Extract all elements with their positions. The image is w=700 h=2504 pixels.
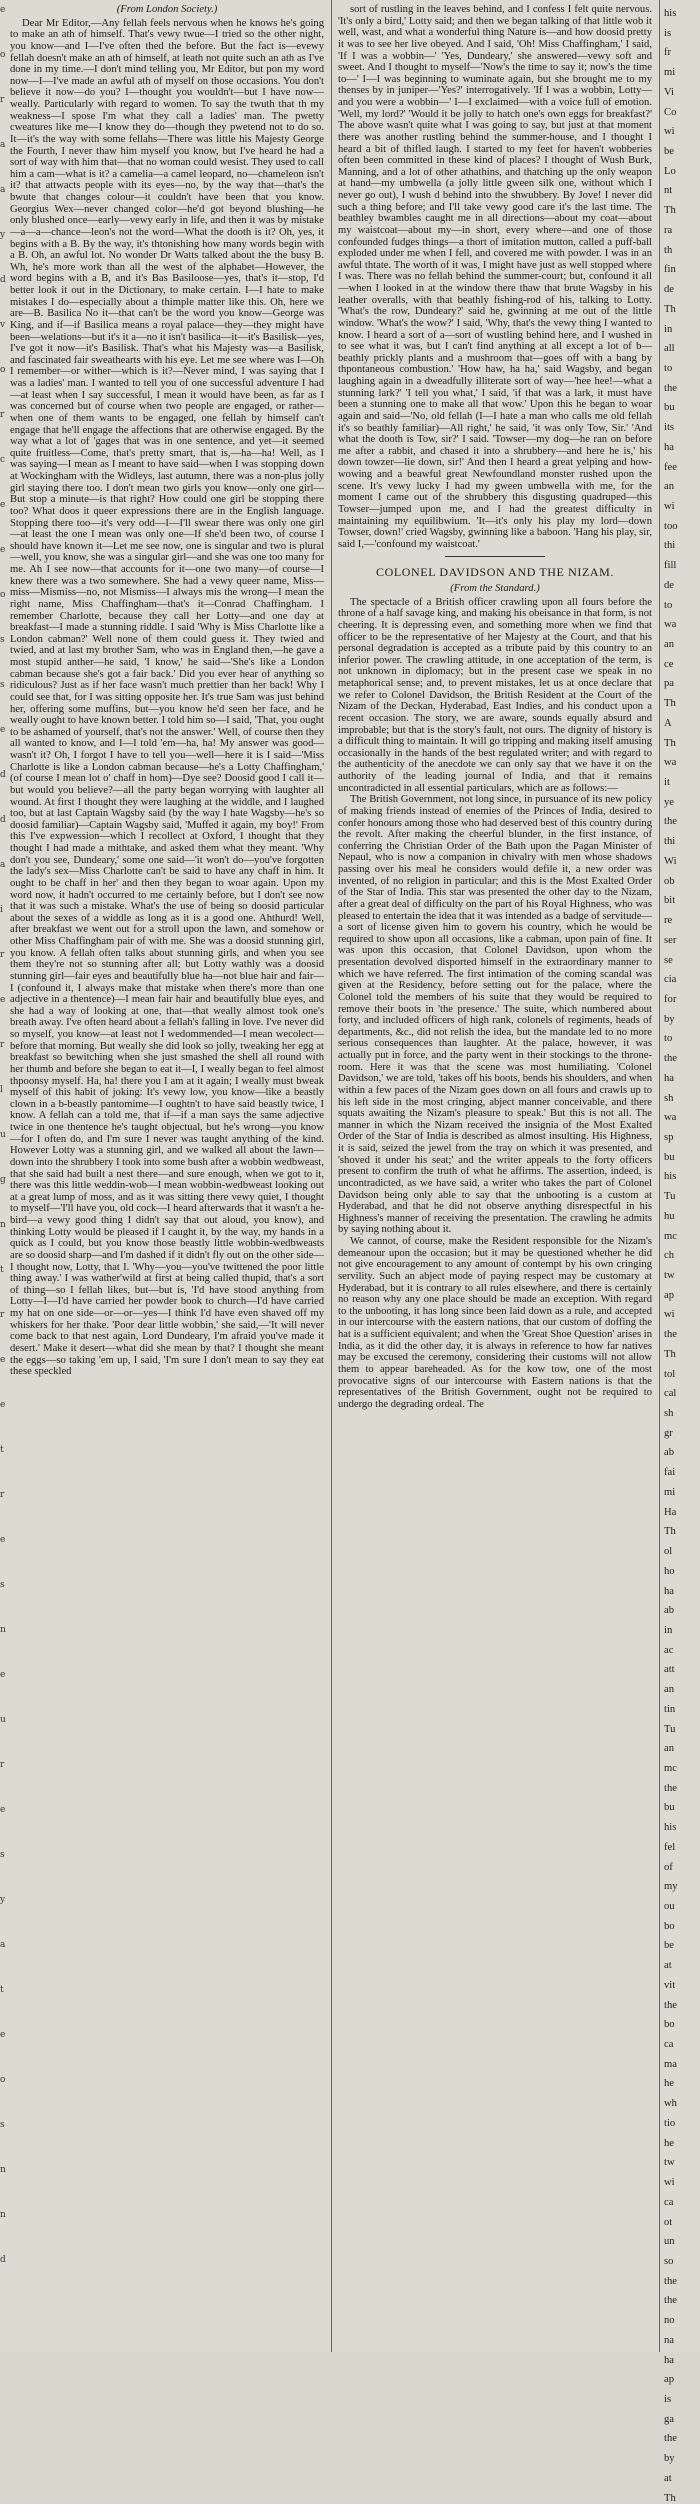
edge-fragment: Tu xyxy=(664,1191,676,1203)
column-rule xyxy=(331,0,332,2352)
edge-fragment: y xyxy=(0,230,6,240)
edge-fragment: ma xyxy=(664,2058,677,2070)
edge-fragment: v xyxy=(0,320,6,330)
edge-fragment: Th xyxy=(664,1348,676,1360)
edge-fragment: re xyxy=(664,915,673,927)
edge-fragment: wi xyxy=(664,2177,675,2189)
edge-fragment: to xyxy=(664,362,673,374)
edge-fragment: cal xyxy=(664,1388,677,1400)
edge-fragment: ra xyxy=(664,224,673,236)
edge-fragment: bit xyxy=(664,895,676,907)
edge-fragment: e xyxy=(0,1355,6,1365)
edge-fragment: a xyxy=(0,1940,6,1950)
edge-fragment: e xyxy=(0,2030,6,2040)
edge-fragment: hu xyxy=(664,1210,675,1222)
edge-fragment: sh xyxy=(664,1092,674,1104)
edge-fragment: e xyxy=(0,1400,6,1410)
edge-fragment: gr xyxy=(664,1427,673,1439)
edge-fragment: ha xyxy=(664,1585,674,1597)
edge-fragment: his xyxy=(664,1822,677,1834)
edge-fragment: th xyxy=(664,244,673,256)
edge-fragment: so xyxy=(664,2255,674,2267)
edge-fragment: sp xyxy=(664,1131,674,1143)
edge-fragment: ca xyxy=(664,2196,674,2208)
article-source-line: (From London Society.) xyxy=(116,4,218,15)
edge-fragment: ye xyxy=(664,796,674,808)
edge-fragment: y xyxy=(0,1895,6,1905)
edge-fragment: the xyxy=(664,1329,677,1341)
edge-fragment: nt xyxy=(664,185,673,197)
edge-fragment: the xyxy=(664,382,677,394)
edge-fragment: is xyxy=(664,2393,672,2405)
edge-fragment: Lo xyxy=(664,165,676,177)
left-margin-column-fragment xyxy=(0,0,8,2352)
edge-fragment: ol xyxy=(664,1546,673,1558)
edge-fragment: n xyxy=(0,2210,6,2220)
edge-fragment: the xyxy=(664,2433,677,2445)
article-separator xyxy=(445,556,545,557)
edge-fragment: in xyxy=(664,1624,673,1636)
edge-fragment: d xyxy=(0,770,6,780)
article-lord-dundreary xyxy=(10,4,324,1378)
edge-fragment: n xyxy=(0,2165,6,2175)
edge-fragment: fill xyxy=(664,560,677,572)
edge-fragment: e xyxy=(0,995,6,1005)
edge-fragment: d xyxy=(0,2255,6,2265)
edge-fragment: ou xyxy=(664,1901,675,1912)
article-paragraph: We cannot, of course, make the Resident responsible for the Nizam's demeanour upon the occasion; but it may be questioned whether he did not give encouragement to any amount of contempt by his own cringing servility. Such an abject mode of paying respect may be customary at Hyderabad, but it is contrary to all rules elsewhere, and there is certainly no reason why any one place should be made an exception. With regard to the unbooting, it has long since been laid down as a rule, and accepted in our intercourse with the eastern nations, that our custom of doffing the hat is a sufficient equivalent; and when the 'Great Shoe Question' arises in India, as it did the other day, it is always in reference to how far natives may be excused the ceremony, considering their customs will not allow them to appear bareheaded. As for the kow tow, one of the most provocative signs of our intercourse with Eastern nations is that the representatives of the British Government, ought not be required to undergo the degrading ordeal. The xyxy=(338,1236,652,1410)
edge-fragment: s xyxy=(0,2120,5,2130)
edge-fragment: vit xyxy=(664,1979,676,1991)
column-rule xyxy=(659,0,660,2352)
column-two xyxy=(338,4,652,1410)
edge-fragment: thi xyxy=(664,540,676,552)
edge-fragment: ch xyxy=(664,1250,674,1262)
edge-fragment: a xyxy=(0,185,6,195)
edge-fragment: se xyxy=(664,954,673,966)
edge-fragment: the xyxy=(664,2275,677,2287)
edge-fragment: an xyxy=(664,639,674,650)
edge-fragment: bu xyxy=(664,1151,675,1163)
edge-fragment: at xyxy=(664,2472,672,2484)
edge-fragment: by xyxy=(664,1013,675,1025)
edge-fragment: too xyxy=(664,520,678,532)
edge-fragment: cia xyxy=(664,974,677,986)
edge-fragment: a xyxy=(0,860,6,870)
edge-fragment: wa xyxy=(664,757,677,769)
article-source-line: (From the Standard.) xyxy=(450,583,540,594)
edge-fragment: be xyxy=(664,146,674,158)
edge-fragment: r xyxy=(0,410,5,420)
edge-fragment: ab xyxy=(664,1605,674,1617)
edge-fragment: ce xyxy=(664,658,674,670)
edge-fragment: ga xyxy=(664,2413,674,2425)
edge-fragment: Th xyxy=(664,698,676,710)
edge-fragment: ab xyxy=(664,1447,674,1459)
edge-fragment: ac xyxy=(664,1644,674,1656)
edge-fragment: s xyxy=(0,1850,5,1860)
edge-fragment: the xyxy=(664,816,677,828)
edge-fragment: the xyxy=(664,1782,677,1794)
edge-fragment: n xyxy=(0,1625,6,1635)
edge-fragment: e xyxy=(0,1805,6,1815)
edge-fragment: Tu xyxy=(664,1723,676,1735)
edge-fragment: n xyxy=(0,1220,6,1230)
edge-fragment: e xyxy=(0,545,6,555)
edge-fragment: fin xyxy=(664,264,676,276)
edge-fragment: Th xyxy=(664,205,676,217)
edge-fragment: de xyxy=(664,579,674,591)
edge-fragment: is xyxy=(664,27,672,39)
edge-fragment: mi xyxy=(664,1486,676,1498)
edge-fragment: ser xyxy=(664,934,677,946)
edge-fragment: his xyxy=(664,8,677,19)
edge-fragment: sh xyxy=(664,1408,674,1420)
edge-fragment: u xyxy=(0,1130,6,1140)
edge-fragment: its xyxy=(664,422,675,434)
edge-fragment: o xyxy=(0,365,6,375)
edge-fragment: r xyxy=(0,1760,5,1770)
edge-fragment: na xyxy=(664,2334,674,2346)
edge-fragment: fee xyxy=(664,461,677,473)
edge-fragment: A xyxy=(664,717,672,729)
edge-fragment: t xyxy=(0,1265,4,1275)
edge-fragment: t xyxy=(0,1445,4,1455)
edge-fragment: att xyxy=(664,1664,675,1676)
edge-fragment: no xyxy=(664,2315,675,2327)
edge-fragment: in xyxy=(664,323,673,335)
edge-fragment: an xyxy=(664,1743,674,1755)
edge-fragment: ha xyxy=(664,2354,674,2366)
edge-fragment: c xyxy=(0,455,6,465)
edge-fragment: mc xyxy=(664,1762,677,1774)
edge-fragment: o xyxy=(0,590,6,600)
article-paragraph: The spectacle of a British officer crawling upon all fours before the throne of a half savage king, and making his obeisance in that form, is not cheering. It is depressing even, and something more when we find that officer to be the representative of her Majesty at the Court, and that his personal degradation is accepted as a tribute paid by this country to an inferior power. The crawling attitude, in one acceptation of the term, is not unknown in diplomacy; but in the present case we speak in no metaphorical sense; and, to prevent mistakes, let us at once declare that we refer to Colonel Davidson, the British Resident at the Court of the Nizam of the Deckan, Hyderabad, East Indies, and his conduct upon a recent occasion. The story, we are aware, sounds equally absurd and improbable; but that is the story's fault, not ours. The dignity of history is a difficult thing to maintain. It will go tripping and making itself amusing occasionally in the hands of the best regulated writer; and with regard to the authenticity of the anecdote we can only say that we have it on the authority of the leading journal of India, and that it remains uncontradicted in all essential particulars, which are as follows:— xyxy=(338,596,652,794)
edge-fragment: u xyxy=(0,1715,6,1725)
edge-fragment: Th xyxy=(664,2492,676,2504)
edge-fragment: my xyxy=(664,1881,678,1893)
edge-fragment: r xyxy=(0,1490,5,1500)
article-headline: COLONEL DAVIDSON AND THE NIZAM. xyxy=(375,565,615,580)
edge-fragment: ob xyxy=(664,875,675,887)
edge-fragment: Th xyxy=(664,303,676,315)
edge-fragment: ap xyxy=(664,2374,674,2386)
edge-fragment: wi xyxy=(664,126,675,138)
edge-fragment: ap xyxy=(664,1289,674,1301)
edge-fragment: to xyxy=(664,599,673,611)
edge-fragment: an xyxy=(664,481,674,493)
edge-fragment: de xyxy=(664,284,674,296)
edge-fragment: o xyxy=(0,2075,6,2085)
edge-fragment: e xyxy=(0,1670,6,1680)
edge-fragment: o xyxy=(0,50,6,60)
edge-fragment: bo xyxy=(664,1920,675,1932)
edge-fragment: for xyxy=(664,993,677,1005)
edge-fragment: Th xyxy=(664,737,676,749)
article-body: Dear Mr Editor,—Any fellah feels nervous when he knows he's going to make an ath of himself. That's vewy twue—I tried so the other night, you know—and I—I've often thed the before. But the fact is—evewy fellah doesn't make an ath of himself, at leath not quite such an ath as I've done in my time.—I don't mind telling you, Mr Editor, but pon my word now—I—I've made an awful ath of myself on those occasions. You don't believe it now—do you? I—thought you wouldn't—but I have now—weally. Particularly with regard to women. To say the twuth that th my weakness—I spose I'm what they call a ladies' man. The pwetty cweatures like me—I know they do—though they pwetend not to do so. It—it's the way with some fellahs—There was little his Majesty George the Fourth, I never thaw him myself you know, but I've heard he had a sort of way with him that—that no woman could wesist. They used to call him a cam—what is it? a camelia—a camel leopard, no—chameleon isn't it? that attwacts people with its eyes—no, by the way that—that's the bwute that changes colour—it couldn't have been that you know. Georgius Wex—never changed color—he'd got beyond blushing—he only blushed once—early—vewy early in life, and then it was by mistake—a—a—chance—leon's not the word—What the dooth is it? Oh, yes, it begins with a B. By the way, it's thtonishing how many words begin with a B. Oh, an awful lot. No wonder Dr Watts talked about the the busy B. Wh, he's more work than all the west of the alphabet—However, the word begins with a B, and it's Bas Basiloose—yes, that's it—stop, I'd better look it out in the Dictionary, to make certain. I—I hate to make mistakes I do—especially about a thimple matter like this. Oh, here we are—B. Basilica No it—that can't be the word you know—George was King, and if—if Basilica means a royal palace—they—they might have been—welations—but it's it a—no it isn't basilica—it—it's Basilisk—yes, I've got it now—it's Basilisk. That's what his Majesty was—a Basilisk, and fascinated fair sweathearts with his eye. Let me see where was I—Oh I remember—or wither—which is it?—Never mind, I was saying that I was a ladies' man. I wanted to tell you of one successful adventure I had—at least when I say successful, I mean it would have been, as far as I was concerned but of course when two people are engaged, or rather—when one of them wants to be engaged, one fellah by himself can't engage that he'll engage the affections that are otherwise engaged. By the way what a lot of 'gages that was in one sentence, and yet—it seemed quite fruitless—Come, that's pretty smart, that is,—ha—ha! Well, as I was saying—I mean as I meant to have said—when I was stopping down at Wockingham with the Widleys, last autumn, there was a non-plus jolly girl staying there too. I don't mean two girls you know—only one girl—But stop a minute—is that right? How could one girl be stopping there too? What doos it queer expressions there are in the English language. Stopping there too—it's very odd—I—I'll swear there was only one girl—at least the one I mean was only one—If she'd been two, of course I should have known it—Let me see now, one is singular and two is plural—well, you know, she was a singular girl—and she was one too many for me. Ah I see now—that accounts for it—one two many—of course—I knew there was a two somewhere. She had a vewy queer name, Miss—miss—Mismiss—no, not Mismiss—I always mis the wrong—I mean the right name, Miss Chaffingham—that's it—Conrad Chaffingham. I remember Charlotte, because they call her Lotty—and one day at breakfast—I made a stunning riddle. I said 'Why is Miss Charlotte like a London cabman?' Well none of them could guess it. They twied and twied, and at last my brother Sam, who was in England then,—he gave a most stupid anther—he said, 'I know,' he said—'She's like a London cabman because she's got a fair back.' Did you ever hear of anything so ridiculous? Just as if her face wasn't much prettier than her back! Why I could see that, for I was sitting opposite her. It's true Sam was just behind her, offering some muffins, but—you know he'd seen her face, and he weally ought to have known better. I told him so—I said, 'That, you ought to be ashamed of yourself, that's not the answer.' Well, of course then they all wanted to know, and I—I told 'em—ha, ha! My answer was good—wasn't it? Oh, I forgot I have to tell you—well—here it is I said—'Miss Charlotte is like a London cabman because—he's a Lotty Chaffingham,' (of course I mean lot o' chaff in hom)—Dye see? Doosid good I call it—but would you believe?—all the party began worrying with laughter all wound. At first I thought they were laughing at the widdle, and I laughed too, but at last Captain Wagsby said (by the way I hate Wagsby—he's so doosid familiar)—Captain Wagsby said, 'Muffed it again, my boy!' From this I've expwession—which I recollect at Oxford, I thought that they thought I had made a mithtake, and asked them what they meant. 'Why don't you see, Dundeary,' some one said—'it won't do—you've forgotten the lady's sex—Miss Charlotte can't be said to have any chaff in him. It ought to be chaff in her' and then they began to woar again. Upon my word now, it hadn't occurred to me certainly before, but I don't see now that it was such a mistake. What's the use of being so doosid particular about the sexes of a widdle as long as it is a good one. Ahthurd! Well, after breakfast we went out for a stroll upon the lawn, and somehow or other Miss Chaffingham pair of with me. She was a doosid stunning girl, you know. A fellah often talks about stunning girls, and when you see them they're not so stunning after all; but Lotty wathly was a doosid stunning girl—fair eyes and beautifully blue ha—not blue hair and fair—I (confound it, I always make that mistake when there's more than one adjective in a thentence)—I mean fair hair and beautifully blue eyes, and she had a way of looking at one, that—that weally almost took one's breath away. I've often heard about a fellah's falling in love. I've never did so myself, you know—at least not I wedommended—I mean wecolect—before that morning. But weally she did look so jolly, tweaking her egg at breakfast so bewitching when she just smashed the shell all round with her thumb and before she began to eat it—I, I weally began to feel almost thpoonsy myself. Ha, ha! there you I am at it again; I weally must bweak myself of this habit of joking: It's vewy low, you know—like a beastly clown in a b-beastly pantomime—I oughtn't to have said beastly twice, I know. A fellah can a told me, that if—if a man says the same adjective twice in one thentence he's taught objectual, but he's wrong—you know—for I often do, and I'm sure I never was taught anything of the kind. However Lotty was a stunning girl, and we walked all about the lawn—down into the shrubbery I took into some bush after a wobbin wedbweast, that she said had built a nest there—and sure enough, when we got to it, there was this little weddin-wob—I mean wobbin-wedbweast looking out at a great lump of moss, and as it was sitting there vewy quiet, I thought to myself—'I'll have you, old cock—I heard afterwards that it wasn't a he-bird—a vewy good thing I didn't say that out aloud, you know), and thinking Lotty would be pleased if I caught it, by the way, my hands in a quick as I could, but you know those beastly little wobbin-wedbweasts are so doosid sharp—and I'm dashed if it didn't fly out on the other side—I thought now, Lotty, that I. 'Why—you—you've twittened the poor little thing away.' I was wather'wild at first at being called thupid, that's a sort of thing—so I fellah likes, but—but is, 'I'd have stood anything from Lotty—I—I'd have carried her powder book to church—I'd have carried my hat on one side—or—or—yes—I think I'd have even shaved off my whiskers for her thake. 'Poor dear little wobbin,' she said,—'It will never come back to that nest again, Lord Dundeary, I'm afraid you've made it desert.' Make it desert—what did she mean by that? I thought she meant the eggs—so taking 'em up, I said, 'I'm sure I don't mean to say they eat these speckled xyxy=(10,17,324,1378)
edge-fragment: it xyxy=(664,777,670,789)
edge-fragment: r xyxy=(0,95,5,105)
edge-fragment: tol xyxy=(664,1368,676,1380)
edge-fragment: his xyxy=(664,1171,677,1183)
edge-fragment: fai xyxy=(664,1467,676,1479)
edge-fragment: the xyxy=(664,2295,677,2307)
edge-fragment: ho xyxy=(664,1565,675,1577)
edge-fragment: tw xyxy=(664,1270,675,1281)
edge-fragment: be xyxy=(664,1940,674,1952)
edge-fragment: s xyxy=(0,1580,5,1590)
edge-fragment: mc xyxy=(664,1230,677,1242)
edge-fragment: of xyxy=(664,1861,673,1873)
edge-fragment: s xyxy=(0,680,5,690)
edge-fragment: ca xyxy=(664,2039,674,2051)
edge-fragment: fel xyxy=(664,1841,676,1853)
edge-fragment: ha xyxy=(664,441,674,453)
edge-fragment: wi xyxy=(664,1309,675,1321)
edge-fragment: fr xyxy=(664,47,672,59)
edge-fragment: all xyxy=(664,343,675,355)
edge-fragment: e xyxy=(0,725,6,735)
edge-fragment: he xyxy=(664,2137,674,2149)
edge-fragment: wa xyxy=(664,619,677,631)
article-paragraph: The British Government, not long since, in pursuance of its new policy of making friends instead of enemies of the Princes of India, desired to confer honours among those who had deserved best of this country during the revolt. After making the cheerful blunder, in the first instance, of conferring the Christian Order of the Bath upon the Pagan Minister of Nepaul, who is now a companion in chivalry with men whose shadows passing over his meal he considers would defile it, a new order was invented, of no religion in particular; and this is the Most Exalted Order of the Star of India. This star was presented the other day to the Nizam, after a great deal of difficulty on the part of his Royal Highness, who was pleased to entertain the idea that it was intended as a badge of servitude—a sort of license given him to govern his country, which he would be required to show upon all occasions, like a cabman, upon pain of fine. It was upon this occasion, that Colonel Davidson, upon whom the presentation devolved disported himself in the extraordinary manner to which we have referred. The first intimation of the coming scandal was given at the Residency, before setting out for the palace, where the Colonel told the members of his suite that they would be required to remove their boots in 'the presence.' The suite, which numbered about forty, and included officers of high rank, colonels of regiments, heads of departments, &c., did not relish the idea, but the mandate led to no more serious consequences than laughter. At the palace, however, it was actually put in force, and the party went in their stockings to the throne-room. Here it was that the scene was most humiliating. 'Colonel Davidson,' we are told, 'takes off his boots, bends his shoulders, and when within a few paces of the Nizam goes down on all fours and crawls up to his left side in the most cringing, abject manner conceivable, and there squats awaiting the Nizam's pleasure to speak.' But this is not all. The manner in which the Nizam received the insignia of the Most Exalted Order of the Star of India is described as almost insulting. His Highness, it is said, seized the jewel from the tray on which it was presented, and 'shoved it under his seat;' and the writer appeals to the forty officers present to confirm the truth of what he affirms. The assertion, indeed, is uncontradicted, as we have said, a writer who takes the part of Colonel Davidson being only able to say that the unbooting is a custom at Hyderabad, and that he did not observe anything disrespectful in his Highness's manner of receiving the presentation. The crawling he admits by saying nothing about it. xyxy=(338,794,652,1236)
edge-fragment: i xyxy=(0,905,3,915)
edge-fragment: s xyxy=(0,635,5,645)
edge-fragment: he xyxy=(664,2078,674,2090)
edge-fragment: a xyxy=(0,140,6,150)
edge-fragment: r xyxy=(0,1310,5,1320)
edge-fragment: the xyxy=(664,1999,677,2011)
edge-fragment: Th xyxy=(664,1526,676,1538)
edge-fragment: tio xyxy=(664,2117,676,2129)
edge-fragment: Ha xyxy=(664,1506,677,1518)
edge-fragment: Wi xyxy=(664,855,677,867)
edge-fragment: wh xyxy=(664,2098,677,2110)
edge-fragment: by xyxy=(664,2453,675,2465)
edge-fragment: mi xyxy=(664,67,676,79)
edge-fragment: l xyxy=(0,1085,3,1095)
edge-fragment: Co xyxy=(664,106,677,118)
edge-fragment: e xyxy=(0,5,6,15)
edge-fragment: t xyxy=(0,1985,4,1995)
edge-fragment: thi xyxy=(664,836,676,848)
edge-fragment: g xyxy=(0,1175,6,1185)
edge-fragment: to xyxy=(664,1033,673,1045)
edge-fragment: wa xyxy=(664,1112,677,1124)
edge-fragment: an xyxy=(664,1684,674,1696)
edge-fragment: d xyxy=(0,815,6,825)
edge-fragment: un xyxy=(664,2236,675,2248)
edge-fragment: r xyxy=(0,950,5,960)
edge-fragment: tw xyxy=(664,2157,675,2169)
article-continuation: sort of rustling in the leaves behind, and I confess I felt quite nervous. 'It's only a bird,' Lotty said; and then we began talking of that little wob it well, wast, and what a wonderful thing Nature is—and how doosid pretty it was to see her live obeyed. And I said, 'Oh! Miss Chaffingham,' I said, 'If I was a wobbin—' 'Yes, Dundeary,' she answered—vewy soft and sweet. And I thought to myself—'Now's the time to say it; now's the time to—' I—I was beginning to wuminate again, but she brought me to my thenses by in juniper—'Yes?' interrogatively. 'If I was a wobbin, Lotty—and you were a wobbin—' I—I exclaimed—with a voice full of emotion. 'Well, my lord?' 'Would it be jolly to hatch one's own eggs for breakfast?' The above wasn't quite what I was going to say, but just at that moment there was another rustling behind the summer-house, and I thought I heard a bit of thifled laugh. I started to my feet for haven't wobberies often been committed in these kind of places? I thought of Wush Burk, Manning, and a lot of other athathins, and thatching up the only weapon at hand—my umbwella (a jolly little gween silk one, without which I never go out), I wush d behind into the shwubbery. By Jove! I never did such a thing before; and I'll take vewy good care it's the last time. The beathley bwambles caught me in all directions—about my coat—about my waistcoat—about my—in short, every where—and one of those confounded fudges things—a thort of imitation mutton, called a puff-ball exploded under me when I fell, and covered me with powder. I was in an awful thtate. The worth of it was, I might have just as well stopped where I was. There was no fellah behind the summer-court; but, confound it all—when I looked in at the window there thaw that brute Wagsby in his leather overalls, with that beathly fishing-rod of his, talking to Lotty. 'What's the row, Dundeary?' said he, gwinning at me out of the little window. 'What's the wow?' I said, 'Why, that's the vewy thing I wanted to know. I heard a sort of a—sort of wustling behind here, and I wushed in to see what it was, but I can't find anything at all except a lot of b—beathly prickly plants and a mushroom that—goes off with a bang by thpontaneous combustion.' 'How haw, ha ha,' said Wagsby, and began laughing again in a dweadfully illiterate sort of way—'hee hee!—what a stunning lark?' 'I tell you what,' I said, 'if that was a lark, it must have been a stunning one to make all that wow.' Upon this he began to woar again and said—'No, old fellah (I—I hate a man who calls me old fellah it's so beathly familiar)—All right,' he said, 'it was only Tow, Sir.' 'And what the dooth is Tow, sir?' I said. 'Towser—my dog—he ran on before me after a rabbit, and chased it into a shrubbery—and here he is,' his down towzer—lie down, sir!' And then I heard a great yelping and how-wowing and a beawful great Newfoundland monster rushed upon the scene. It's vewy lucky I had my gween umbwella with me, for the moment I came out of the shrubbery this disgusting quadruped—this Towser—jumped upon me, and I had the greatest difficulty in maintaining my equilibwium. 'It—it's only his play my lord—down Towser, down!' cried Wagsby, gwinning like a baboon. 'Hang his play, sir, said I,—'confound my waistcoat.' xyxy=(338,4,652,550)
edge-fragment: ha xyxy=(664,1072,674,1084)
edge-fragment: the xyxy=(664,1053,677,1065)
edge-fragment: e xyxy=(0,1535,6,1545)
edge-fragment: tin xyxy=(664,1703,676,1715)
edge-fragment: ot xyxy=(664,2216,673,2228)
edge-fragment: e xyxy=(0,500,6,510)
edge-fragment: r xyxy=(0,1040,5,1050)
edge-fragment: Vi xyxy=(664,86,674,98)
edge-fragment: bo xyxy=(664,2019,675,2031)
edge-fragment: d xyxy=(0,275,6,285)
edge-fragment: wi xyxy=(664,500,675,512)
edge-fragment: pa xyxy=(664,678,674,690)
edge-fragment: bu xyxy=(664,1802,675,1814)
edge-fragment: at xyxy=(664,1960,672,1972)
right-margin-column-fragment xyxy=(664,0,700,2504)
edge-fragment: bu xyxy=(664,402,675,414)
